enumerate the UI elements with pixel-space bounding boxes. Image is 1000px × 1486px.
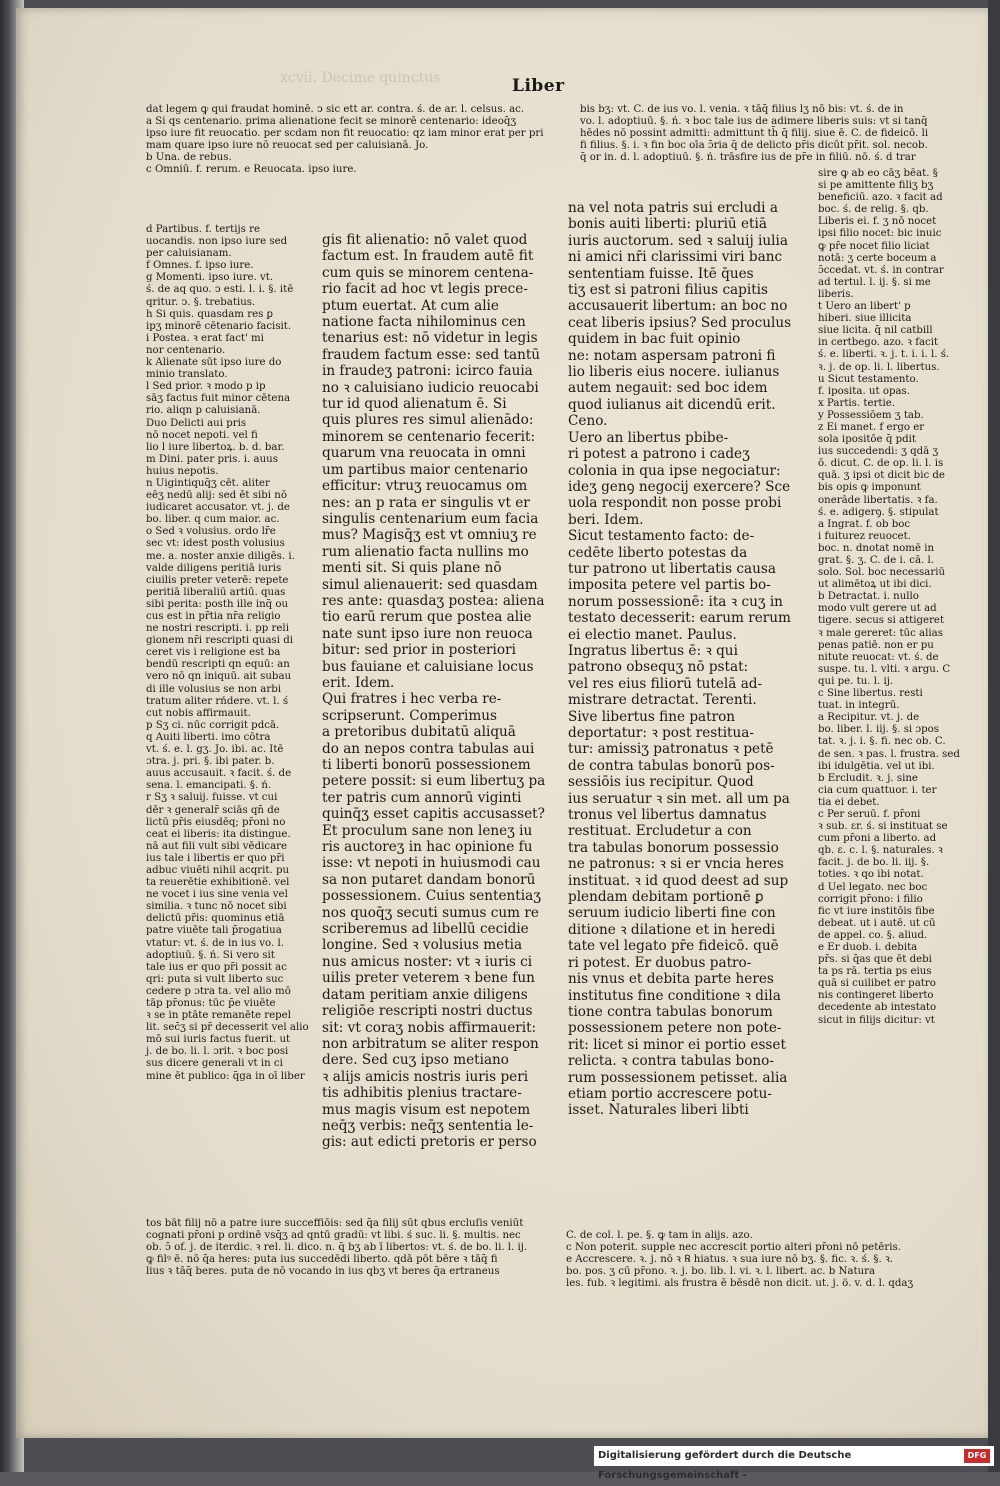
- text-line: autem negauit: sed boc idem: [568, 380, 768, 397]
- gloss-line: u Sicut testamento.: [818, 373, 919, 385]
- text-line: ne: notam aspersam patroni fi: [568, 347, 776, 364]
- gloss-line: eēʒ nedū alij: sed ēt sibi nō: [146, 490, 287, 502]
- text-line: um partibus maior centenario: [322, 461, 528, 478]
- gloss-line: ne nostri rescripti. i. pp reli: [146, 623, 289, 635]
- gloss-line: o Sed ꝛ volusius. ordo lr̄e: [146, 526, 276, 538]
- gloss-line: Duo Delicti aui pris: [146, 417, 247, 429]
- gloss-line: ius tale i libertis er quo pr̄i: [146, 852, 285, 864]
- text-line: nos quoq̄ʒ secuti sumus cum re: [322, 904, 539, 921]
- text-line: uola respondit non posse probi: [568, 495, 782, 512]
- text-line: no ꝛ caluisiano iudicio reuocabi: [322, 379, 539, 396]
- gloss-line: ś. e. adigerꝯ. §. stipulat: [818, 506, 939, 518]
- gloss-line: sicut in filijs dicitur: vt: [818, 1014, 935, 1026]
- gloss-line: boc. ś. de relig. §. qb.: [818, 204, 929, 216]
- gloss-line: sus dicere generali vt in ci: [146, 1058, 283, 1070]
- gloss-line: in certbego. azo. ꝛ facit: [818, 337, 939, 349]
- gloss-line: q Auiti liberti. imo cōtra: [146, 731, 271, 743]
- gloss-line: c Per seruū. f. pr̄oni: [818, 808, 921, 820]
- gloss-line: bis bʒ: vt. C. de ius vo. l. venia. ꝛ tāq̄ filius lʒ nō bis: vt. ś. de in: [580, 104, 904, 115]
- gloss-line: vero nō qn iniquū. ait subau: [146, 671, 292, 683]
- gloss-line: de sen. ꝛ pas. l. frustra. sed: [818, 748, 960, 760]
- gloss-line: pr̄s. si q̄as que ēt debi: [818, 954, 932, 966]
- text-line: quidem in bac fuit opinio: [568, 331, 741, 348]
- gloss-line: ceat ei liberis: ita distingue.: [146, 828, 291, 840]
- text-line: cedēte liberto potestas da: [568, 544, 748, 561]
- text-line: possessionem. Cuius sententiaʒ: [322, 888, 541, 905]
- gloss-line: n Uigintiquq̄ʒ cēt. aliter: [146, 477, 270, 489]
- gloss-line: auus accusauit. ꝛ facit. ś. de: [146, 768, 292, 780]
- gloss-line: ipso iure fit reuocatio. per scdam non fit reuocatio: qz iam minor erat per pri: [146, 128, 544, 140]
- text-line: in fraudeʒ patroni: icirco fauia: [322, 363, 533, 380]
- text-line: mus? Magisq̄ʒ est vt omniuʒ re: [322, 527, 537, 544]
- text-line: accusauerit libertum: an boc no: [568, 298, 788, 315]
- text-line: rio facit ad hoc vt legis prece-: [322, 281, 528, 298]
- gloss-line: ut alimētoꝝ ut ibi dici.: [818, 579, 932, 591]
- gloss-line: dēr ꝛ generalr̄ sciās qn̄ de: [146, 804, 280, 816]
- gloss-line: d Uel legato. nec boc: [818, 881, 928, 893]
- text-line: neq̄ʒ verbis: neq̄ʒ sententia le-: [322, 1117, 534, 1134]
- gloss-line: lio l iure libertoꝝ. b. d. bar.: [146, 441, 285, 453]
- gloss-line: e Accrescere. ꝛ. j. nō ꝛ ℞ hiatus. ꝛ sua iure nō bʒ. §. fic. ꝛ. ś. §. ꝛ.: [566, 1254, 894, 1266]
- gloss-line: ś. e. liberti. ꝛ. j. t. i. i. l. ś.: [818, 349, 950, 361]
- gloss-line: q̄ or in. d. l. adoptiuū. §. ń. trāsfire ius de pr̄e in filiū. nō. ś. d trar: [580, 152, 916, 164]
- text-line: Ceno.: [568, 413, 608, 430]
- gloss-line: y Possessiōem ʒ tab.: [818, 409, 924, 421]
- gloss-line: ꝙ filꝰ ē. nō q̄a heres: puta ius succedēdi liberto. qdā pōt bēre ꝛ tāq̄ fi: [146, 1254, 498, 1266]
- text-line: quis plures res simul alienādo:: [322, 412, 534, 429]
- text-line: tronus vel libertus damnatus: [568, 807, 767, 824]
- gloss-line: minio translato.: [146, 369, 228, 381]
- gloss-line: f. iposita. ut opas.: [818, 385, 911, 397]
- text-line: ditione ꝛ dilatione et in heredi: [568, 921, 776, 938]
- gloss-line: ś. de aq quo. ↄ esti. l. i. §. itē: [146, 284, 294, 296]
- gloss-line: nā aut fili vult sibi vēdicare: [146, 840, 288, 852]
- gloss-line: tigere. secus si attigeret: [818, 615, 945, 627]
- gloss-line: Liberis ei. f. ʒ nō nocet: [818, 216, 937, 228]
- gloss-bottom-left: [146, 1218, 556, 1278]
- gloss-line: tuat. in integrū.: [818, 700, 900, 712]
- text-line: sit: vt coraʒ nobis affirmauerit:: [322, 1019, 537, 1036]
- digitization-credit-bar: [594, 1446, 994, 1481]
- text-line: quod iulianus ait dicendū erit.: [568, 396, 776, 413]
- gloss-line: vtatur: vt. ś. de in ius vo. l.: [146, 937, 284, 949]
- gloss-line: qui pe. tu. l. ij.: [818, 675, 894, 687]
- text-line: ri potest a patrono i cadeʒ: [568, 446, 750, 463]
- text-line: iuris auctorum. sed ꝛ saluij iulia: [568, 232, 788, 249]
- gloss-line: ꝙ pr̄e nocet filio liciat: [818, 240, 930, 252]
- gloss-line: qritur. ↄ. §. trebatius.: [146, 296, 256, 308]
- gloss-line: decedente ab intestato: [818, 1002, 937, 1014]
- credit-text: Digitalisierung gefördert durch die Deutsche Forschungsgemeinschaft -: [598, 1450, 852, 1481]
- gloss-line: ciuilis preter veterē: repete: [146, 574, 289, 586]
- gloss-line: t Uero an libert' p: [818, 301, 911, 313]
- gloss-line: qb. ɛ. c. l. §. naturales. ꝛ: [818, 845, 943, 857]
- gloss-line: C. de col. l. pe. §. ꝙ tam in alijs. azo.: [566, 1230, 753, 1241]
- text-line: tiʒ est si patroni filius capitis: [568, 282, 768, 299]
- text-line: res ante: quasdaʒ postea: aliena: [322, 592, 545, 609]
- gloss-line: grat. §. ʒ. C. de i. cā. l.: [818, 555, 935, 566]
- text-line: institutus fine conditione ꝛ dila: [568, 987, 781, 1004]
- text-line: tate vel legato pr̄e fideicō. quē: [568, 938, 779, 955]
- gloss-line: patre viuēte tali p̄rogatiua: [146, 925, 282, 937]
- gloss-line: sola ipositōe q̄ pdit: [818, 434, 916, 446]
- gloss-line: fi filius. §. i. ꝛ fin boc oīa ɔ̄ria q̄ de delicto pr̄is dicūt pr̄it. sol. necob.: [580, 140, 928, 152]
- gloss-bottom-right: [566, 1230, 976, 1290]
- gloss-line: mam quare ipso iure nō reuocat sed per caluisianā. Jo.: [146, 140, 429, 152]
- gloss-line: ipsi filio nocet: bic inuic: [818, 228, 942, 240]
- gloss-line: e Er duob. i. debita: [818, 942, 918, 953]
- gloss-line: z Ei manet. f ergo er: [818, 421, 925, 433]
- gloss-line: a Recipitur. vt. j. de: [818, 712, 920, 724]
- gloss-line: lit. sec̄ʒ si pr̄ decesserit vel alio: [146, 1022, 309, 1034]
- text-line: scripserunt. Comperimus: [322, 707, 497, 724]
- gloss-line: lictū pr̄is eiusdēq; pr̄oni no: [146, 816, 286, 828]
- text-line: lio liberis eius nocere. iulianus: [568, 364, 780, 381]
- gloss-line: cut nobis affirmauit.: [146, 707, 251, 719]
- gloss-line: liberis.: [818, 288, 854, 300]
- gloss-line: gionem nr̄i rescripti quasi di: [146, 635, 294, 647]
- gloss-line: l Sed prior. ꝛ modo p ip: [146, 381, 266, 393]
- text-line: Ingratus libertus ē: ꝛ qui: [568, 642, 738, 659]
- gloss-line: siue licita. q̄ nil catbill: [818, 325, 933, 337]
- gloss-line: nis contingeret liberto: [818, 990, 934, 1002]
- gloss-line: ibi idulgētia. vel ut ibi.: [818, 760, 935, 772]
- text-line: ceat liberis ipsius? Sed proculus: [568, 314, 792, 331]
- gloss-line: bo. liber. q cum maior. ac.: [146, 514, 280, 526]
- text-line: ne patronus: ꝛ si er vncia heres: [568, 856, 784, 873]
- text-line: na vel nota patris sui ercludi a: [568, 200, 778, 216]
- gloss-line: ceret vis i religione est ba: [146, 647, 281, 659]
- text-line: ꝛ alijs amicis nostris iuris peri: [322, 1068, 529, 1085]
- gloss-line: r Sʒ ꝛ saluij. fuisse. vt cui: [146, 792, 278, 804]
- text-line: restituat. Ercludetur a con: [568, 823, 752, 840]
- gloss-line: me. a. noster anxie diligēs. i.: [146, 550, 295, 562]
- gloss-line: per caluisianam.: [146, 248, 232, 260]
- gloss-line: delictū pr̄is: quominus etiā: [146, 913, 285, 925]
- gloss-line: huius nepotis.: [146, 465, 219, 477]
- gloss-line: ɔtra. j. pri. §. ibi pater. b.: [146, 756, 275, 768]
- text-line: deportatur: ꝛ post restitua-: [568, 725, 754, 741]
- gloss-line: a Ingrat. f. ob boc: [818, 518, 911, 530]
- gloss-line: uocandis. non ipso iure sed: [146, 236, 288, 248]
- gloss-line: ius succedendi: ʒ qdā ʒ: [818, 446, 939, 458]
- gloss-line: sena. l. emancipati. §. ń.: [146, 780, 272, 792]
- gloss-line: suspe. tu. l. vlti. ꝛ argu. C: [818, 663, 951, 675]
- text-line: bitur: sed prior in posteriori: [322, 642, 516, 659]
- gloss-line: c Omniū. f. rerum. e Reuocata. ipso iure.: [146, 164, 357, 176]
- text-line: nus amicus noster: vt ꝛ iuris ci: [322, 953, 533, 970]
- gloss-line: iudicaret accusator. vt. j. de: [146, 502, 290, 514]
- gloss-line: corrigit pr̄ono: i filio: [818, 893, 923, 905]
- gloss-line: cia cum quattuor. i. ter: [818, 784, 937, 796]
- gloss-line: ta ps rā. tertia ps eius: [818, 966, 932, 978]
- gloss-top-right: [580, 104, 960, 164]
- text-line: simul alienauerit: sed quasdam: [322, 576, 538, 593]
- text-line: ter patris cum annorū viginti: [322, 789, 522, 806]
- gloss-line: quā. ʒ ipsi ot dicit bic de: [818, 470, 945, 482]
- gloss-line: sire ꝙ ab eo cāʒ bēat. §: [818, 168, 938, 179]
- gloss-line: ō. dicut. C. de op. li. l. is: [818, 458, 944, 470]
- text-line: nate sunt ipso iure non reuoca: [322, 625, 533, 642]
- text-line: natione facta nihilominus cen: [322, 314, 526, 331]
- scan-right-margin: [988, 0, 1000, 1472]
- gloss-line: vo. l. adoptiuū. §. ń. ꝛ boc tale ius de adimere liberis suis: vt si tanq̄: [580, 116, 928, 128]
- text-line: petere possit: si eum libertuʒ pa: [322, 773, 546, 790]
- text-line: seruum iudicio liberti fine con: [568, 905, 776, 922]
- gloss-line: dat legem ꝙ qui fraudat hominē. ↄ sic ett ar. contra. ś. de ar. l. celsus. ac.: [146, 104, 525, 115]
- gloss-line: m Dini. pater pris. i. auus: [146, 453, 278, 465]
- text-line: sententiam fuisse. Itē q̄ues: [568, 265, 754, 282]
- gloss-line: hiberi. siue illicita: [818, 313, 912, 325]
- gloss-line: a Si qs centenario. prima alienatione fecit se minorē centenario: ideoq̄ʒ: [146, 116, 517, 128]
- gloss-line: onerāde libertatis. ꝛ fa.: [818, 494, 938, 506]
- gloss-line: cognati pr̄oni p ordinē vsq̄ʒ ad qntū gradū: vt libi. ś suc. li. §. multis. nec: [146, 1230, 521, 1242]
- text-line: ris auctoreʒ in hac opinione fu: [322, 839, 533, 856]
- gloss-line: i fuiturez reuocet.: [818, 530, 911, 542]
- gloss-line: ne vocet i ius sine venia vel: [146, 889, 288, 901]
- gloss-line: b Ercludit. ꝛ. j. sine: [818, 772, 918, 784]
- gloss-line: bis opis ꝙ imponunt: [818, 482, 921, 494]
- gloss-line: toties. ꝛ qo ibi notat.: [818, 869, 924, 881]
- text-line: isse: vt nepoti in huiusmodi cau: [322, 855, 541, 872]
- text-line: quarum vna reuocata in omni: [322, 445, 526, 462]
- text-line: tenarius est: nō videtur in legis: [322, 330, 538, 347]
- text-line: mistrare detractat. Terenti.: [568, 692, 757, 709]
- gloss-line: mō sui iuris factus fuerit. ut: [146, 1034, 291, 1046]
- text-line: rit: licet si minor ei portio esset: [568, 1036, 786, 1053]
- gloss-line: debeat. ut i autē. ut cū: [818, 917, 936, 929]
- text-line: tis adhibitis plenius tractare-: [322, 1085, 522, 1102]
- text-line: norum possessionē: ita ꝛ cuʒ in: [568, 593, 783, 610]
- text-line: quinq̄ʒ esset capitis accusasset?: [322, 806, 545, 823]
- gloss-line: ob. ɔ̄ of. j. de iterdic. ꝛ rel. li. dico. n. q̄ bʒ ab ī libertos: vt. ś. de bo. li. l. ij.: [146, 1242, 528, 1254]
- text-line: nis vnus et debita parte heres: [568, 971, 774, 988]
- gloss-line: b Detractat. i. nullo: [818, 591, 919, 603]
- text-line: gis: aut edicti pretoris er perso: [322, 1134, 537, 1151]
- text-line: a pretoribus dubitatū aliquā: [322, 724, 516, 741]
- text-line: bus fauiane et caluisiane locus: [322, 658, 534, 675]
- text-line: Sicut testamento facto: de-: [568, 528, 755, 545]
- gloss-line: facit. j. de bo. li. iij. §.: [818, 857, 930, 869]
- gloss-line: ɔ̄ccedat. vt. ś. in contrar: [818, 264, 944, 276]
- text-line: etiam portio accrescere potu-: [568, 1085, 772, 1102]
- text-line: sessiōis ius recipitur. Quod: [568, 774, 754, 791]
- gloss-line: sec vt: idest posth volusius: [146, 538, 285, 550]
- gloss-line: adbuc viuēti nihil acqrit. pu: [146, 864, 290, 876]
- text-line: vel res eius filiorū tutelā ad-: [568, 675, 763, 692]
- gloss-line: quā si cuilibet er patro: [818, 978, 936, 990]
- gloss-line: ꝛ se in ptāte remanēte repel: [146, 1010, 291, 1022]
- text-line: ei electio manet. Paulus.: [568, 626, 737, 643]
- gloss-line: sibi perita: posth ille inq̄ ou: [146, 598, 289, 610]
- text-line: colonia in qua ipse negociatur:: [568, 462, 781, 479]
- gloss-line: valde diligens peritiā iuris: [146, 562, 282, 574]
- gloss-line: tia ei debet.: [818, 796, 880, 808]
- gloss-line: b Una. de rebus.: [146, 152, 232, 164]
- gloss-line: modo vult gerere ut ad: [818, 603, 937, 615]
- text-line: dere. Sed cuʒ ipso metiano: [322, 1052, 509, 1069]
- text-line: isset. Naturales liberi libti: [568, 1102, 749, 1119]
- gloss-line: g Momenti. ipso iure. vt.: [146, 272, 274, 284]
- gloss-line: bo. liber. l. iij. §. si ɔpos: [818, 724, 940, 736]
- text-line: tio earū rerum que postea alie: [322, 609, 532, 626]
- text-line: tione contra tabulas bonorum: [568, 1003, 773, 1020]
- gloss-line: bo. pos. ʒ cū pr̄ono. ꝛ. j. bo. lib. l. vi. ꝛ. l. libert. ac. b Natura: [566, 1266, 876, 1278]
- gloss-line: f Omnes. f. ipso iure.: [146, 260, 254, 272]
- gloss-left-column: [146, 224, 316, 1083]
- gloss-line: tale ius er quo pr̄i possit ac: [146, 961, 287, 973]
- text-line: menti sit. Si quis plane nō: [322, 560, 502, 577]
- text-line: Sive libertus fine patron: [568, 708, 736, 725]
- gloss-line: c Non poterit. supple nec accrescit portio alteri pr̄oni nō petēris.: [566, 1242, 901, 1254]
- text-line: singulis centenarium eum facia: [322, 510, 539, 527]
- gloss-line: mine ēt publico: q̄ga in oī liber: [146, 1070, 305, 1082]
- gloss-line: p Sʒ ci. nūc corrigit pdcā.: [146, 719, 280, 731]
- text-line: rum alienatio facta nullins mo: [322, 543, 529, 560]
- text-line: Et proculum sane non leneʒ iu: [322, 822, 533, 839]
- gloss-line: notā: ʒ certe boceum a: [818, 252, 937, 264]
- running-head: Liber: [512, 76, 565, 96]
- gloss-line: beneficiū. azo. ꝛ facit ad: [818, 192, 943, 204]
- text-line: nes: an p rata er singulis vt er: [322, 494, 530, 511]
- gloss-line: boc. n. dnotat nomē in: [818, 542, 935, 554]
- gloss-line: rio. aliqn p caluisianā.: [146, 405, 261, 417]
- text-line: de contra tabulas bonorū pos-: [568, 757, 775, 774]
- gloss-line: tāp pr̄onus: tūc p̄e viuēte: [146, 998, 276, 1009]
- text-line: ti liberti bonorū possessionem: [322, 757, 531, 773]
- text-line: tur: amissiʒ patronatus ꝛ petē: [568, 741, 774, 758]
- text-line: ptum euertat. At cum alie: [322, 297, 499, 314]
- text-line: tur id quod alienatum ē. Si: [322, 396, 507, 413]
- gloss-line: peritiā liberaliū artiū. quas: [146, 586, 286, 598]
- gloss-line: de appel. co. §. aliud.: [818, 929, 928, 941]
- text-line: Uero an libertus pbibe-: [568, 429, 729, 446]
- gloss-line: hēdes nō possint admitti: admittunt th̄ q̄ filij. siue ē. C. de fideicō. li: [580, 128, 929, 140]
- gloss-line: sāʒ factus fuit minor cētena: [146, 393, 291, 405]
- gloss-line: ꝛ. j. de op. li. l. libertus.: [818, 361, 940, 373]
- gloss-right-column: [818, 168, 968, 1027]
- gloss-line: les. fub. ꝛ legitimi. als frustra ē bēsdē non dicit. ut. j. ö. v. d. l. qdaʒ: [566, 1278, 914, 1290]
- gloss-line: k Alienate sūt ipso iure do: [146, 357, 282, 369]
- gloss-line: ipʒ minorē cētenario facisit.: [146, 320, 292, 332]
- gloss-line: penas patiē. non er pu: [818, 639, 934, 651]
- gloss-line: fic vt iure institōis fibe: [818, 905, 935, 917]
- text-line: longine. Sed ꝛ volusius metia: [322, 937, 523, 954]
- text-line: religiōe rescripti nostri ductus: [322, 1003, 533, 1020]
- text-line: minorem se centenario fecerit:: [322, 428, 536, 445]
- text-line: cum quis se minorem centena-: [322, 264, 534, 281]
- gloss-line: di ille volusius se non arbi: [146, 683, 281, 695]
- text-line: tur patrono ut libertatis causa: [568, 560, 776, 577]
- main-text-column-2: [568, 200, 808, 1119]
- gloss-line: similia. ꝛ tunc nō nocet sibi: [146, 901, 287, 913]
- gloss-line: cum pr̄oni a liberto. ad: [818, 833, 937, 845]
- gloss-line: h Si quis. quasdam res ꝑ: [146, 308, 274, 320]
- text-line: bonis auiti liberti: pluriū etiā: [568, 216, 767, 233]
- gloss-line: cus est in pr̄tia nr̄a religio: [146, 611, 281, 622]
- gloss-top-left: [146, 104, 544, 177]
- text-line: Qui fratres i hec verba re-: [322, 691, 502, 708]
- text-line: erit. Idem.: [322, 674, 395, 691]
- text-line: instituat. ꝛ id quod deest ad sup: [568, 872, 789, 889]
- gloss-line: solo. Sol. boc necessariū: [818, 567, 946, 579]
- text-line: mus magis visum est nepotem: [322, 1101, 531, 1118]
- gloss-line: cedere p ɔtra ta. vel alio mō: [146, 985, 291, 997]
- text-line: ni amici nr̄i clarissimi viri banc: [568, 249, 783, 266]
- gloss-line: bendū rescripti qn equū: an: [146, 659, 290, 671]
- text-line: do an nepos contra tabulas aui: [322, 740, 535, 757]
- dfg-logo: DFG: [964, 1449, 990, 1463]
- text-line: ri potest. Er duobus patro-: [568, 954, 752, 971]
- gloss-line: nō nocet nepoti. vel fi: [146, 429, 258, 441]
- text-line: testato decesserit: earum rerum: [568, 610, 791, 627]
- text-line: relicta. ꝛ contra tabulas bono-: [568, 1053, 774, 1070]
- text-line: possessionem petere non pote-: [568, 1020, 782, 1037]
- text-line: factum est. In fraudem autē fit: [322, 248, 534, 265]
- gloss-line: vt. ś. e. l. gʒ. Jo. ibi. ac. Itē: [146, 744, 284, 756]
- gloss-line: nor centenario.: [146, 344, 226, 356]
- gloss-line: ꝛ male gereret: tūc alias: [818, 627, 943, 639]
- gloss-line: ad tertul. l. ij. §. si me: [818, 276, 931, 288]
- text-line: scriberemus ad libellū cecidie: [322, 921, 529, 938]
- gloss-line: ta reuerētie exhibitionē. vel: [146, 877, 290, 889]
- gloss-line: nitute reuocat: vt. ś. de: [818, 651, 939, 663]
- bleed-through-text: xcvii. Decime quinctus: [280, 70, 441, 86]
- text-line: uilis preter veterem ꝛ bene fun: [322, 970, 535, 987]
- text-line: ius seruatur ꝛ sin met. all um pa: [568, 790, 790, 807]
- text-line: gis fit alienatio: nō valet quod: [322, 232, 528, 248]
- gloss-line: d Partibus. f. tertijs re: [146, 224, 260, 235]
- text-line: plendam debitam portionē ꝑ: [568, 889, 764, 906]
- gloss-line: lius ꝛ tāq̄ beres. puta de nō vocando in ius qbʒ vt beres q̄a ertraneus: [146, 1266, 500, 1278]
- gloss-line: tos bāt filij nō a patre iure succeffiōis: sed q̄a filij sūt qbus ercluſis veniūt: [146, 1218, 524, 1229]
- gloss-line: tratum aliter rńdere. vt. l. ś: [146, 695, 289, 707]
- gloss-line: x Partis. tertie.: [818, 397, 895, 409]
- text-line: ideʒ genꝯ negocij exercere? Sce: [568, 478, 791, 495]
- gloss-line: si pe amittente filiʒ bʒ: [818, 180, 934, 192]
- text-line: non arbitratum se aliter respon: [322, 1035, 539, 1052]
- gloss-line: c Sine libertus. resti: [818, 688, 923, 700]
- text-line: imposita petere vel partis bo-: [568, 577, 771, 594]
- gloss-line: ꝛ sub. ɛr. ś. si instituat se: [818, 821, 948, 833]
- text-line: fraudem factum esse: sed tantū: [322, 346, 541, 363]
- text-line: efficitur: vtruʒ reuocamus om: [322, 478, 528, 495]
- main-text-column-1: [322, 232, 576, 1151]
- gloss-line: j. de bo. li. l. ɔrit. ꝛ boc posi: [146, 1046, 289, 1058]
- text-line: beri. Idem.: [568, 511, 644, 528]
- text-line: rum possessionem petisset. alia: [568, 1069, 788, 1086]
- gloss-line: qri: puta si vult liberto suc: [146, 973, 284, 985]
- text-line: sa non putaret dandam bonorū: [322, 871, 536, 888]
- text-line: tra tabulas bonorum possessio: [568, 839, 779, 856]
- gloss-line: adoptiuū. §. ń. Si vero sit: [146, 949, 275, 961]
- text-line: datam peritiam anxie diligens: [322, 986, 528, 1003]
- gloss-line: i Postea. ꝛ erat fact' mi: [146, 332, 264, 344]
- text-line: patrono obsequʒ nō pstat:: [568, 659, 749, 676]
- gloss-line: tat. ꝛ. j. i. §. fi. nec ob. C.: [818, 736, 946, 748]
